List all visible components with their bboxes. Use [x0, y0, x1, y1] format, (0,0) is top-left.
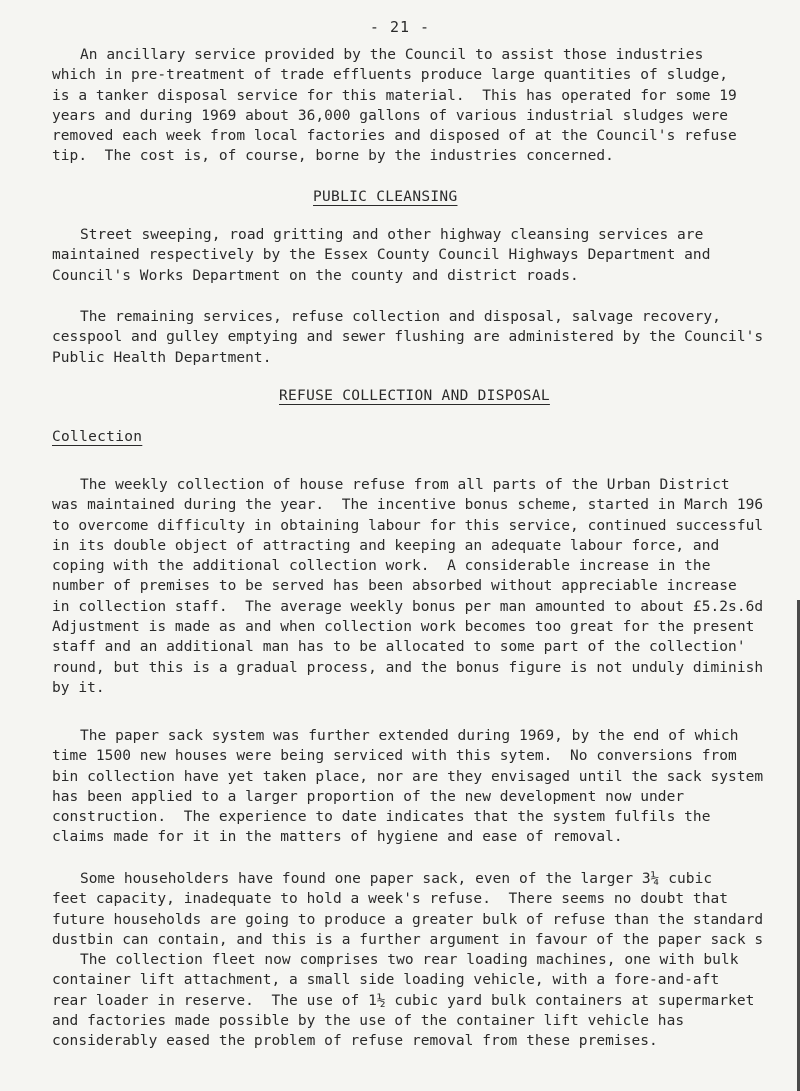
paragraph-paper-sack-system: The paper sack system was further extended during 1969, by the end of which time 1500 new houses were being serviced with this sytem. No conversions from bin collection have yet taken place, nor are they envisaged until the sack system has been applied to a larger proportion of the new development now under construction. The experience to date indicates that the system fulfils the claims made for it in the matters of hygiene and ease of removal.: [52, 728, 764, 846]
heading-collection: Collection: [52, 429, 143, 445]
heading-public-cleansing: PUBLIC CLEANSING: [313, 189, 458, 205]
page-number: - 21 -: [369, 18, 431, 36]
heading-refuse-collection-disposal: REFUSE COLLECTION AND DISPOSAL: [279, 388, 550, 404]
paragraph-street-sweeping: Street sweeping, road gritting and other highway cleansing services are maintained respectively by the Essex County Council Highways Department and Council's Works Department on the county and district roads.: [52, 227, 711, 284]
paragraph-weekly-collection: The weekly collection of house refuse from all parts of the Urban District was maintained during the year. The incentive bonus scheme, started in March 196 to overcome difficulty in obtaining labour for this service, continued successful in its double object of attracting and keeping an adequate labour force, and coping with the additional collection work. A considerable increase in the number of premises to be served has been absorbed without appreciable increase in collection staff. The average weekly bonus per man amounted to about £5.2s.6d Adjustment is made as and when collection work becomes too great for the present staff and an additional man has to be allocated to some part of the collection' round, but this is a gradual process, and the bonus figure is not unduly diminish by it.: [52, 477, 764, 696]
paragraph-remaining-services: The remaining services, refuse collection and disposal, salvage recovery, cesspool and gulley emptying and sewer flushing are administered by the Council's Public Health Department.: [52, 309, 764, 366]
paragraph-householders: Some householders have found one paper sack, even of the larger 3¼ cubic feet capacity, inadequate to hold a week's refuse. There seems no doubt that future households are going to produce a greater bulk of refuse than the standard dustbin can contain, and this is a further argument in favour of the paper sack s: [52, 871, 764, 948]
paragraph-tanker-disposal: An ancillary service provided by the Council to assist those industries which in pre-treatment of trade effluents produce large quantities of sludge, is a tanker disposal service for this material. This has operated for some 19 years and during 1969 about 36,000 gallons of various industrial sludges were removed each week from local factories and disposed of at the Council's refuse tip. The cost is, of course, borne by the industries concerned.: [52, 47, 737, 165]
paragraph-collection-fleet: The collection fleet now comprises two rear loading machines, one with bulk container lift attachment, a small side loading vehicle, with a fore-and-aft rear loader in reserve. The use of 1½ cubic yard bulk containers at supermarket and factories made possible by the use of the container lift vehicle has considerably eased the problem of refuse removal from these premises.: [52, 952, 755, 1050]
